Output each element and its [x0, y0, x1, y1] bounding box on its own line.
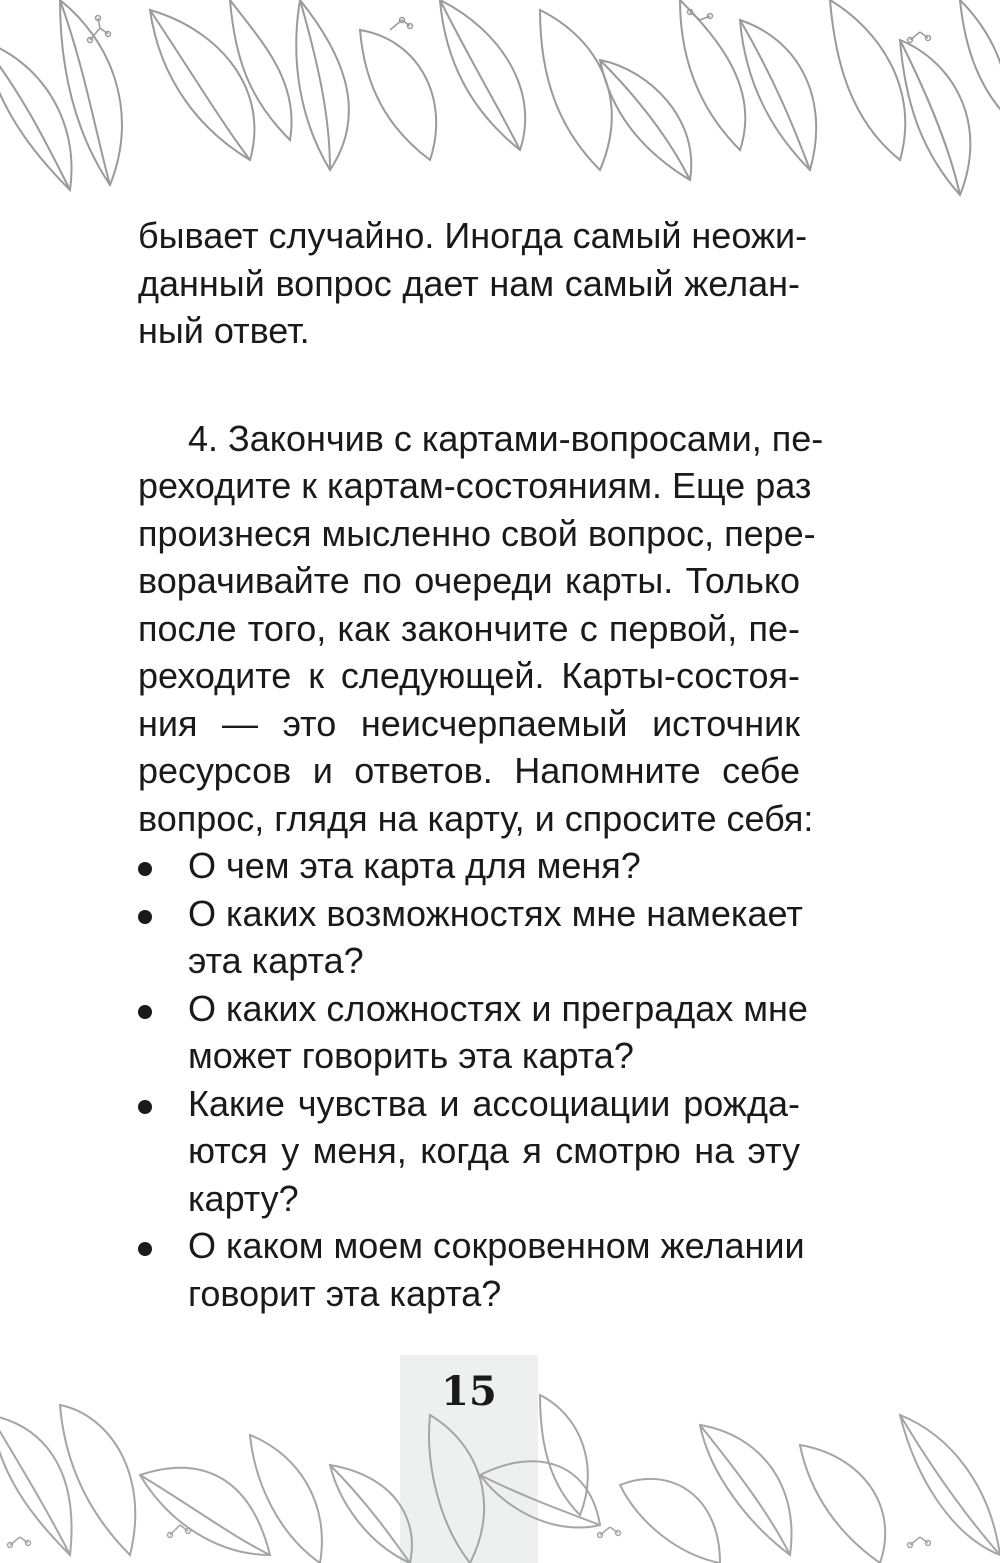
text-line: ворачивайте по очереди карты. Только — [138, 560, 800, 601]
text-line: говорит эта карта? — [188, 1272, 502, 1314]
text-line: может говорить эта карта? — [188, 1035, 634, 1076]
text-line: карту? — [188, 1177, 299, 1219]
text-line: ются у меня, когда я смотрю на эту — [188, 1130, 800, 1171]
text-line: после того, как закончите с первой, пе- — [138, 607, 800, 649]
text-line: О каких возможностях мне намекает — [188, 892, 803, 934]
leaf-icon — [620, 1479, 720, 1563]
text-line: данный вопрос дает нам самый желан- — [138, 262, 800, 304]
leaf-icon — [540, 10, 612, 170]
text-line: произнеся мысленно свой вопрос, пере- — [138, 512, 816, 554]
text-line: ния — это неисчерпаемый источник — [138, 702, 800, 744]
text-line: О каком моем сокровенном желании — [188, 1225, 805, 1266]
bullet-icon — [138, 862, 152, 876]
text-line: О каких сложностях и преградах мне — [188, 987, 808, 1029]
list-item — [138, 1080, 800, 1223]
berry-sprig-icon — [88, 10, 931, 43]
text-line: О чем эта карта для меня? — [188, 845, 641, 886]
bullet-icon — [138, 1005, 152, 1019]
leaf-icon — [250, 1435, 322, 1563]
text-line: эта карта? — [188, 940, 364, 981]
leaf-icon — [680, 0, 745, 150]
leaf-icon — [540, 1395, 588, 1515]
text-line: бывает случайно. Иногда самый неожи- — [138, 215, 808, 256]
text-line: ный ответ. — [138, 310, 310, 351]
bullet-icon — [138, 1242, 152, 1256]
text-line: ресурсов и ответов. Напомните себе — [138, 750, 800, 791]
leaf-icon — [150, 10, 254, 160]
leaf-icon — [429, 1415, 484, 1563]
text-line: реходите к следующей. Карты-состоя- — [138, 655, 800, 696]
paragraph-continued — [138, 212, 808, 355]
paragraph-step-4 — [138, 415, 824, 843]
leaf-icon — [230, 0, 292, 140]
list-item — [138, 985, 808, 1080]
leaf-icon — [600, 60, 691, 180]
page-body — [138, 212, 824, 1317]
question-list — [138, 842, 808, 1317]
text-line: Какие чувства и ассоциации рожда- — [188, 1082, 800, 1124]
leaf-icon — [900, 1415, 1000, 1555]
top-floral-ornament — [0, 0, 1000, 200]
leaf-icon — [440, 0, 525, 150]
leaf-icon — [800, 1445, 885, 1563]
leaf-icon — [330, 1465, 412, 1563]
leaf-icon — [0, 1415, 72, 1555]
leaf-icon — [900, 40, 970, 195]
leaf-icon — [360, 30, 436, 160]
leaf-icon — [480, 1461, 600, 1527]
leaf-icon — [700, 1425, 792, 1555]
leaf-icon — [0, 40, 72, 190]
leaf-icon — [740, 20, 816, 170]
bullet-icon — [138, 1100, 152, 1114]
leaf-icon — [140, 1468, 270, 1555]
list-item — [138, 1222, 805, 1317]
list-item — [138, 842, 800, 890]
list-item — [138, 890, 803, 985]
paragraph-gap — [138, 355, 800, 415]
page-number: 15 — [441, 1368, 497, 1415]
leaf-icon — [830, 0, 905, 160]
text-line: вопрос, глядя на карту, и спросите себя: — [138, 797, 814, 839]
leaf-icon — [60, 0, 122, 185]
text-line: 4. Закончив с картами-вопросами, пе- — [188, 417, 824, 459]
leaf-icon — [296, 0, 349, 170]
bullet-icon — [138, 910, 152, 924]
leaf-icon — [960, 0, 1000, 120]
text-line: реходите к картам-состояниям. Еще раз — [138, 465, 812, 506]
